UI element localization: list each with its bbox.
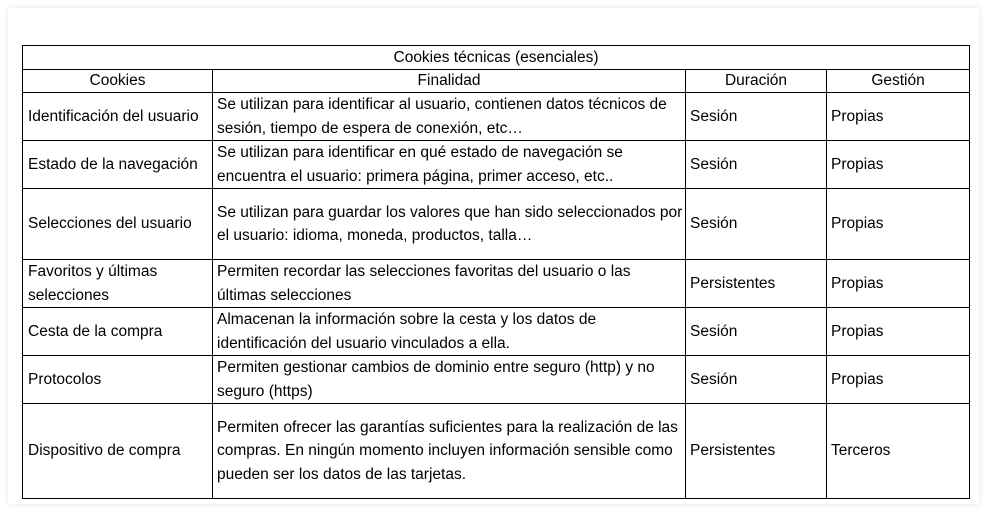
table-row xyxy=(23,308,970,356)
cookie-duration-cell: Sesión xyxy=(686,356,827,404)
cookie-management-cell: Propias xyxy=(827,93,970,141)
cookie-duration-cell: Persistentes xyxy=(686,404,827,499)
column-header-duracion: Duración xyxy=(686,70,827,93)
table-row xyxy=(23,189,970,260)
cookies-table xyxy=(22,45,970,499)
table-header-row xyxy=(23,70,970,93)
column-header-finalidad: Finalidad xyxy=(213,70,686,93)
cookie-name-cell: Protocolos xyxy=(23,356,213,404)
cookie-purpose-cell: Permiten ofrecer las garantías suficientes para la realización de las compras. En ningún momento incluyen información sensible como pueden ser los datos de las tarjetas. xyxy=(213,404,686,499)
cookie-name-cell: Estado de la navegación xyxy=(23,141,213,189)
table-row xyxy=(23,356,970,404)
cookie-duration-cell: Persistentes xyxy=(686,260,827,308)
cookie-name-cell: Identificación del usuario xyxy=(23,93,213,141)
cookie-purpose-cell: Permiten gestionar cambios de dominio entre seguro (http) y no seguro (https) xyxy=(213,356,686,404)
cookie-duration-cell: Sesión xyxy=(686,308,827,356)
cookie-purpose-cell: Se utilizan para identificar al usuario, contienen datos técnicos de sesión, tiempo de espera de conexión, etc… xyxy=(213,93,686,141)
table-caption-row xyxy=(23,46,970,70)
cookie-purpose-cell: Almacenan la información sobre la cesta y los datos de identificación del usuario vinculados a ella. xyxy=(213,308,686,356)
cookie-name-cell: Cesta de la compra xyxy=(23,308,213,356)
cookie-management-cell: Propias xyxy=(827,260,970,308)
cookie-management-cell: Propias xyxy=(827,356,970,404)
cookie-name-cell: Favoritos y últimas selecciones xyxy=(23,260,213,308)
cookie-purpose-cell: Se utilizan para guardar los valores que han sido seleccionados por el usuario: idioma, moneda, productos, talla… xyxy=(213,189,686,260)
cookie-management-cell: Propias xyxy=(827,189,970,260)
cookie-management-cell: Terceros xyxy=(827,404,970,499)
cookie-management-cell: Propias xyxy=(827,141,970,189)
cookie-purpose-cell: Se utilizan para identificar en qué estado de navegación se encuentra el usuario: primera página, primer acceso, etc.. xyxy=(213,141,686,189)
table-row xyxy=(23,404,970,499)
cookie-duration-cell: Sesión xyxy=(686,93,827,141)
cookie-name-cell: Dispositivo de compra xyxy=(23,404,213,499)
cookie-name-cell: Selecciones del usuario xyxy=(23,189,213,260)
column-header-cookies: Cookies xyxy=(23,70,213,93)
cookie-management-cell: Propias xyxy=(827,308,970,356)
table-caption: Cookies técnicas (esenciales) xyxy=(23,46,970,70)
column-header-gestion: Gestión xyxy=(827,70,970,93)
cookie-duration-cell: Sesión xyxy=(686,189,827,260)
cookie-duration-cell: Sesión xyxy=(686,141,827,189)
table-row xyxy=(23,260,970,308)
cookie-purpose-cell: Permiten recordar las selecciones favoritas del usuario o las últimas selecciones xyxy=(213,260,686,308)
table-row xyxy=(23,93,970,141)
table-row xyxy=(23,141,970,189)
